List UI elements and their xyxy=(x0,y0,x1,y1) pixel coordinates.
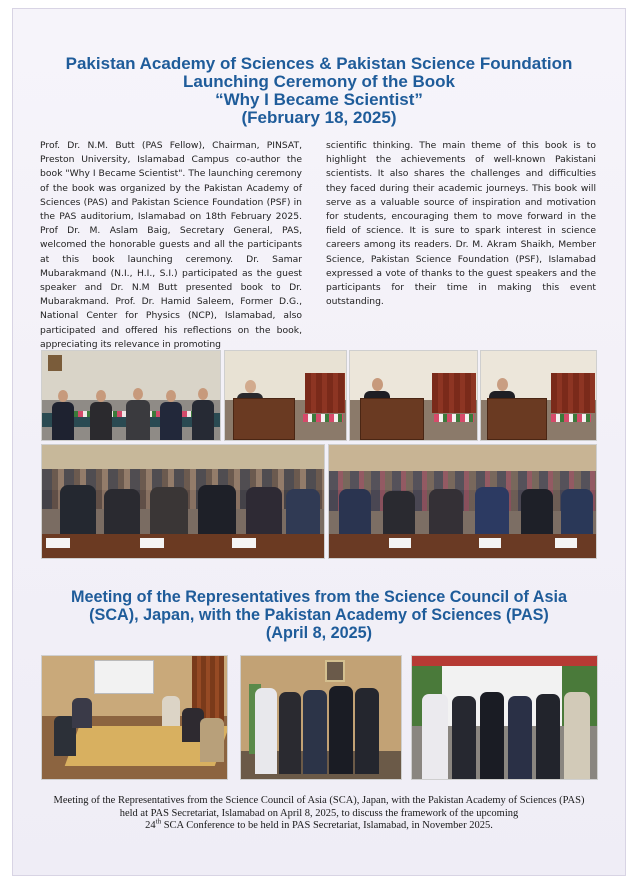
photo-delegation-indoor xyxy=(240,655,402,780)
title-line-organizations: Pakistan Academy of Sciences & Pakistan Science Foundation xyxy=(65,54,573,73)
photo-meeting-table xyxy=(41,655,228,780)
photo-speaker-podium-2 xyxy=(349,350,478,441)
meeting-title-line-2: (SCA), Japan, with the Pakistan Academy of Sciences (PAS) xyxy=(89,606,549,624)
meeting-title-line-1: Meeting of the Representatives from the Science Council of Asia xyxy=(71,588,567,606)
photo-speaker-podium-1 xyxy=(224,350,347,441)
photo-audience-front-row-2 xyxy=(328,444,597,559)
meeting-title xyxy=(30,588,608,642)
article-right-column: scientific thinking. The main theme of this book is to highlight the achievements of well-known Pakistani scientists. It also shares the challenges and difficulties they faced during their academic journeys. This book will serve as a valuable source of inspiration and motivation for students, encouraging them to move forward in the field of science. It is sure to spark interest in science careers among its readers. Dr. M. Akram Shaikh, Member Science, Pakistan Science Foundation (PSF), Islamabad expressed a vote of thanks to the guest speakers and the participants for their time in making this event outstanding. xyxy=(326,140,596,308)
photo-speaker-podium-3 xyxy=(480,350,597,441)
title-line-date: (February 18, 2025) xyxy=(241,108,397,127)
photo-delegation-outdoor xyxy=(411,655,598,780)
meeting-title-line-date: (April 8, 2025) xyxy=(265,624,373,642)
title-line-event: Launching Ceremony of the Book xyxy=(182,72,456,91)
meeting-caption xyxy=(50,795,588,833)
ceremony-title xyxy=(43,55,595,127)
photo-audience-front-row-1 xyxy=(41,444,325,559)
photo-group-book-launch xyxy=(41,350,221,441)
caption-ordinal-number: 24 xyxy=(145,820,156,832)
article-left-column: Prof. Dr. N.M. Butt (PAS Fellow), Chairman, PINSAT, Preston University, Islamabad Campus co-author the book "Why I Became Scientist". The launching ceremony of the book was organized by the Pakistan Academy of Sciences (PAS) and Pakistan Science Foundation (PSF) in the PAS auditorium, Islamabad on 18th February 2025. Prof Dr. M. Aslam Baig, Secretary General, PAS, welcomed the honorable guests and all the participants at this book launching ceremony. Dr. Samar Mubarakmand (N.I., H.I., S.I.) participated as the guest speaker and Dr. N.M Butt presented book to Dr. Mubarakmand. Prof. Dr. Hamid Saleem, Former D.G., National Center for Physics (NCP), Islamabad, also participated and offered his reflections on the book, appreciating its relevance in promoting xyxy=(40,140,302,350)
caption-text-part-1: Meeting of the Representatives from the Science Council of Asia (SCA), Japan, with the Pakistan Academy of Sciences (PAS) held at PAS Secretariat, Islamabad on April 8, 2025, to discuss the framework of the upcoming xyxy=(53,795,585,819)
caption-text-part-2: SCA Conference to be held in PAS Secretariat, Islamabad, in November 2025. xyxy=(163,820,493,832)
caption-ordinal-suffix: th xyxy=(155,817,162,826)
title-line-book: “Why I Became Scientist” xyxy=(215,90,423,109)
